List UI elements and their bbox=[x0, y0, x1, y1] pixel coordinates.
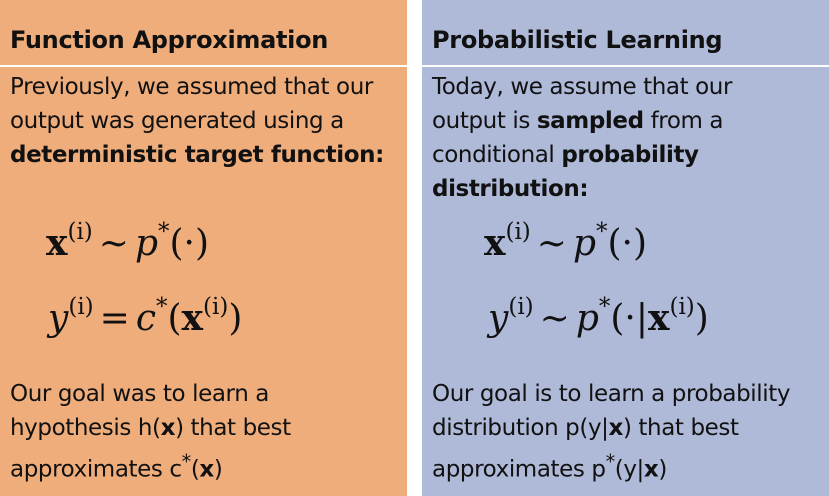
math-symbol: (·) bbox=[607, 223, 648, 264]
equation-x-distribution bbox=[46, 219, 210, 264]
intro-text bbox=[10, 70, 384, 172]
math-symbol: p bbox=[572, 223, 596, 264]
title-divider bbox=[0, 65, 407, 67]
equation-x-distribution bbox=[484, 219, 648, 264]
text-fragment: ) that best bbox=[622, 415, 739, 441]
math-operator: ∼ bbox=[98, 223, 129, 264]
text-fragment: hypothesis h( bbox=[10, 415, 161, 441]
math-symbol: x bbox=[181, 297, 204, 339]
intro-line bbox=[432, 104, 732, 138]
intro-line: Today, we assume that our bbox=[432, 74, 733, 100]
math-superscript: * bbox=[158, 219, 170, 245]
function-approximation-panel bbox=[0, 0, 407, 496]
math-symbol: (·| bbox=[610, 298, 648, 339]
text-fragment: approximates p bbox=[432, 456, 606, 483]
text-fragment: ( bbox=[190, 456, 200, 483]
math-superscript: (i) bbox=[67, 219, 93, 245]
math-superscript: * bbox=[156, 294, 168, 320]
emphasis: x bbox=[608, 415, 623, 441]
panel-title: Probabilistic Learning bbox=[432, 26, 723, 54]
math-symbol: p bbox=[134, 223, 158, 264]
intro-line bbox=[10, 138, 384, 172]
goal-text bbox=[432, 377, 791, 483]
emphasis: x bbox=[160, 415, 176, 441]
goal-text bbox=[10, 377, 291, 483]
math-superscript: (i) bbox=[203, 294, 229, 320]
math-symbol: (·) bbox=[169, 223, 210, 264]
text-fragment: from a bbox=[643, 108, 724, 134]
math-symbol: x bbox=[648, 297, 670, 339]
panel-title: Function Approximation bbox=[10, 26, 329, 54]
goal-line: Our goal was to learn a bbox=[10, 381, 269, 407]
superscript: * bbox=[181, 450, 191, 473]
equation-conditional-distribution bbox=[488, 294, 709, 339]
emphasis: : bbox=[375, 142, 384, 168]
emphasis: distribution bbox=[432, 176, 580, 202]
math-symbol: c bbox=[135, 298, 156, 339]
emphasis: deterministic target function bbox=[10, 142, 376, 168]
math-superscript: (i) bbox=[508, 294, 534, 320]
goal-line bbox=[10, 411, 291, 445]
intro-line: output was generated using a bbox=[10, 108, 344, 134]
intro-line bbox=[432, 138, 732, 172]
goal-line: Our goal is to learn a probability bbox=[432, 381, 791, 407]
math-symbol: p bbox=[575, 298, 599, 339]
math-superscript: (i) bbox=[68, 294, 94, 320]
math-symbol: ) bbox=[228, 298, 243, 339]
text-fragment: output is bbox=[432, 108, 537, 134]
emphasis: sampled bbox=[536, 108, 644, 134]
goal-line bbox=[432, 445, 790, 483]
math-operator: ∼ bbox=[539, 298, 570, 339]
math-operator: ∼ bbox=[536, 223, 567, 264]
math-symbol: x bbox=[46, 222, 68, 264]
math-superscript: * bbox=[598, 294, 611, 320]
intro-line bbox=[432, 172, 732, 206]
text-fragment: distribution p(y| bbox=[432, 415, 609, 441]
goal-line bbox=[432, 411, 790, 445]
math-superscript: (i) bbox=[669, 294, 695, 320]
equation-target-function bbox=[48, 294, 243, 339]
intro-line: Previously, we assumed that our bbox=[10, 74, 373, 100]
text-fragment: ) bbox=[658, 456, 667, 483]
text-fragment: ) that best bbox=[175, 415, 291, 441]
emphasis: probability bbox=[561, 142, 699, 168]
math-symbol: x bbox=[484, 222, 506, 264]
emphasis: : bbox=[579, 176, 589, 202]
goal-line bbox=[10, 445, 291, 483]
emphasis: x bbox=[199, 456, 214, 483]
text-fragment: (y| bbox=[614, 456, 644, 483]
math-operator: = bbox=[99, 298, 130, 339]
intro-text bbox=[432, 70, 732, 206]
superscript: * bbox=[605, 450, 615, 473]
title-divider bbox=[422, 65, 829, 67]
math-symbol: ( bbox=[167, 298, 182, 339]
math-symbol: y bbox=[488, 298, 509, 339]
math-symbol: ) bbox=[694, 298, 709, 339]
math-superscript: * bbox=[596, 219, 608, 245]
probabilistic-learning-panel bbox=[422, 0, 829, 496]
text-fragment: conditional bbox=[432, 142, 562, 168]
text-fragment: ) bbox=[213, 456, 223, 483]
math-superscript: (i) bbox=[505, 219, 531, 245]
math-symbol: y bbox=[48, 298, 69, 339]
text-fragment: approximates c bbox=[10, 456, 182, 483]
emphasis: x bbox=[643, 456, 659, 483]
